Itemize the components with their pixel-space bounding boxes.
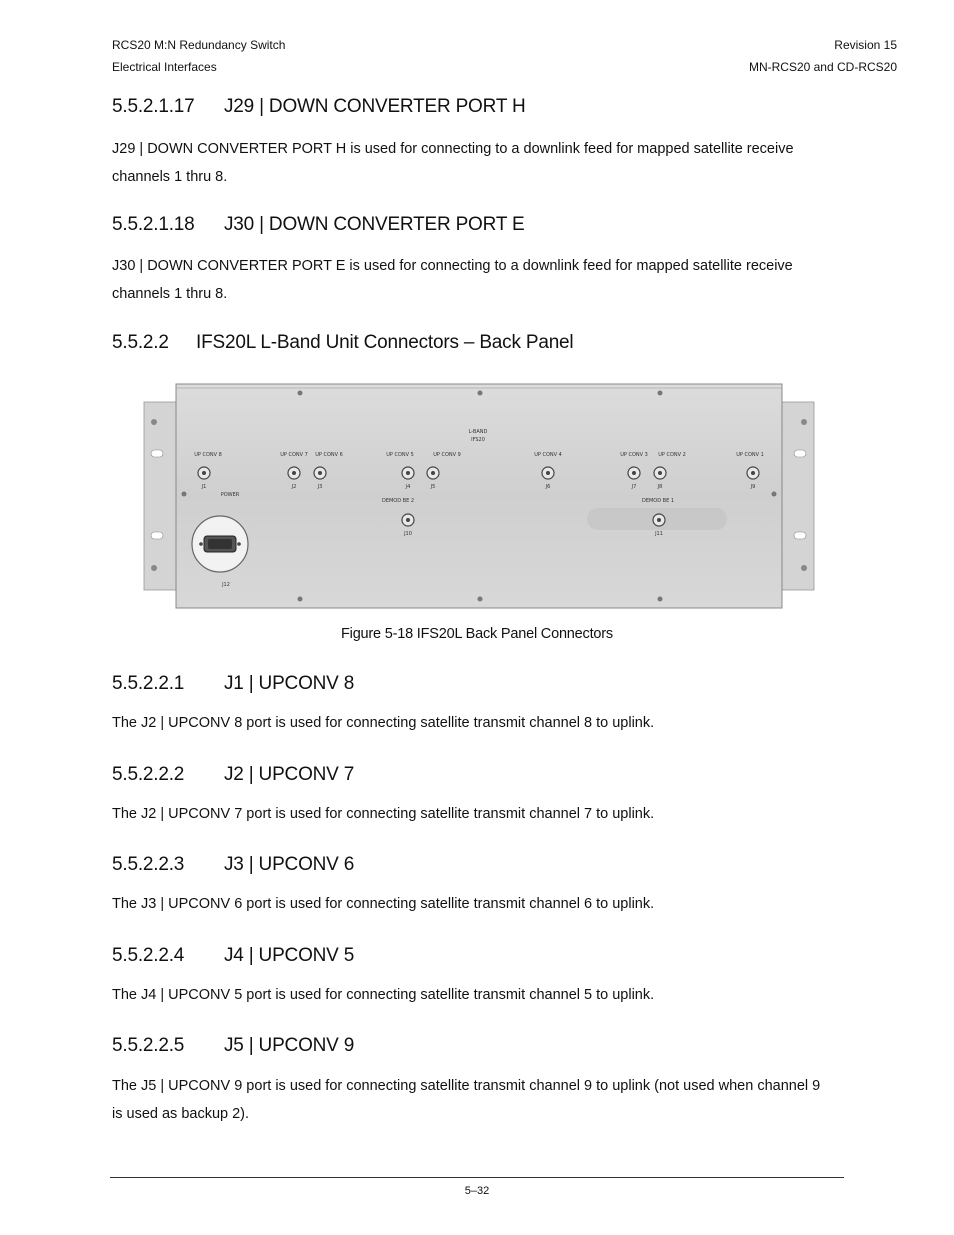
connector-label: UP CONV 3 (620, 452, 648, 458)
power-label: POWER (220, 492, 240, 498)
jack-label: J5 (430, 484, 436, 490)
section-title: J30 | DOWN CONVERTER PORT E (224, 214, 525, 235)
section-body: The J5 | UPCONV 9 port is used for connecting satellite transmit channel 9 to uplink (not used when channel 9 is used as backup 2). (112, 1078, 821, 1122)
section-heading (112, 945, 354, 967)
rack-ear-right (780, 402, 814, 590)
section-title: J5 | UPCONV 9 (224, 1035, 355, 1056)
panel-body (176, 384, 782, 608)
figure-caption: Figure 5-18 IFS20L Back Panel Connectors (341, 626, 613, 642)
demod-label-left: DEMOD BE 2 (381, 498, 415, 504)
panel-title-line1: L-BAND (468, 429, 488, 435)
header-doc-title: RCS20 M:N Redundancy Switch (112, 38, 286, 52)
section-title: J1 | UPCONV 8 (224, 673, 355, 694)
section-heading (112, 332, 573, 354)
section-body: The J3 | UPCONV 6 port is used for connecting satellite transmit channel 6 to uplink. (112, 896, 655, 912)
jack-label: J11 (655, 531, 663, 537)
header-doc-number: MN-RCS20 and CD-RCS20 (748, 60, 897, 74)
section-number: 5.5.2.1.17 (112, 96, 195, 117)
connector-label: UP CONV 7 (280, 452, 308, 458)
header-chapter: Electrical Interfaces (112, 60, 217, 74)
section-number: 5.5.2.2.1 (112, 673, 185, 694)
jack-label: J9 (750, 484, 756, 490)
footer-divider (110, 1177, 844, 1178)
power-connector (192, 516, 248, 572)
back-panel-figure (142, 380, 816, 610)
section-heading (112, 764, 354, 786)
section-heading (112, 673, 354, 695)
jack-label: J2 (291, 484, 297, 490)
section-title: J2 | UPCONV 7 (224, 764, 355, 785)
jack-label: J4 (405, 484, 411, 490)
section-title: IFS20L L-Band Unit Connectors – Back Panel (196, 332, 574, 353)
section-number: 5.5.2.2.5 (112, 1035, 185, 1056)
section-number: 5.5.2.2 (112, 332, 169, 353)
section-number: 5.5.2.2.3 (112, 854, 185, 875)
connector-label: UP CONV 5 (386, 452, 414, 458)
connector-label: UP CONV 1 (736, 452, 764, 458)
jack-label: J7 (631, 484, 637, 490)
section-heading (112, 854, 354, 876)
section-body: The J2 | UPCONV 8 port is used for connecting satellite transmit channel 8 to uplink. (112, 715, 655, 731)
section-body: The J4 | UPCONV 5 port is used for connecting satellite transmit channel 5 to uplink. (112, 987, 655, 1003)
panel-title-line2: IFS20 (471, 437, 485, 443)
section-number: 5.5.2.2.2 (112, 764, 185, 785)
header-revision: Revision 15 (834, 38, 897, 52)
section-heading (112, 214, 524, 236)
section-number: 5.5.2.2.4 (112, 945, 185, 966)
connector-label: UP CONV 8 (194, 452, 222, 458)
jack-label: J6 (545, 484, 551, 490)
section-number: 5.5.2.1.18 (112, 214, 195, 235)
section-heading (112, 96, 525, 118)
connector-label: UP CONV 2 (658, 452, 686, 458)
demod-label-right: DEMOD BE 1 (641, 498, 675, 504)
section-heading (112, 1035, 354, 1057)
jack-label: J8 (657, 484, 663, 490)
connector-label: UP CONV 4 (534, 452, 562, 458)
section-body: The J2 | UPCONV 7 port is used for connecting satellite transmit channel 7 to uplink. (112, 806, 655, 822)
section-body: J30 | DOWN CONVERTER PORT E is used for connecting to a downlink feed for mapped satellite receive channels 1 thru 8. (112, 258, 793, 302)
section-title: J3 | UPCONV 6 (224, 854, 355, 875)
jack-label: J12 (222, 582, 230, 588)
page-number: 5–32 (464, 1185, 490, 1197)
section-body: J29 | DOWN CONVERTER PORT H is used for connecting to a downlink feed for mapped satellite receive channels 1 thru 8. (112, 141, 794, 185)
jack-label: J3 (317, 484, 323, 490)
section-title: J29 | DOWN CONVERTER PORT H (224, 96, 526, 117)
rack-ear-left (144, 402, 178, 590)
jack-label: J1 (201, 484, 207, 490)
jack-label: J10 (404, 531, 412, 537)
connector-label: UP CONV 9 (433, 452, 461, 458)
section-title: J4 | UPCONV 5 (224, 945, 355, 966)
connector-label: UP CONV 6 (315, 452, 343, 458)
